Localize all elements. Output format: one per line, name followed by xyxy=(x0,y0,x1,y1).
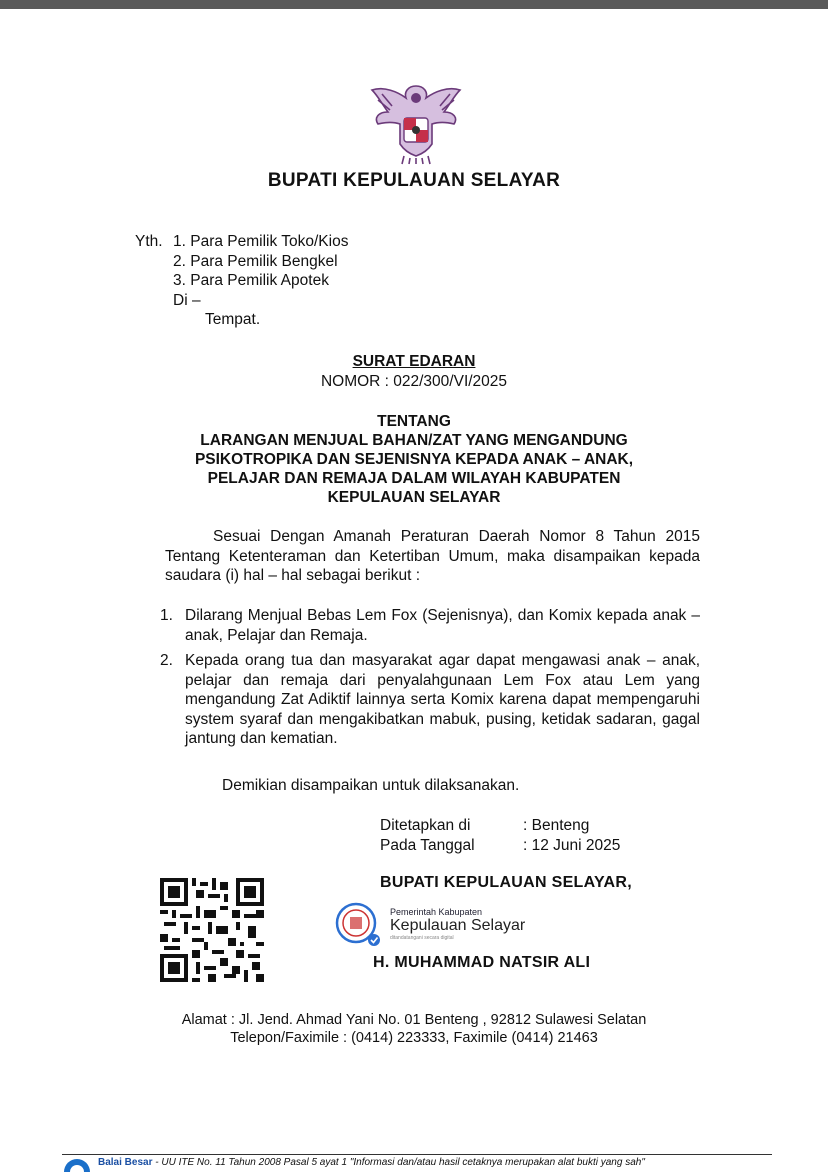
issue-place-label: Ditetapkan di xyxy=(380,817,471,834)
instruction-list xyxy=(160,606,700,751)
recipient-di: Di – xyxy=(173,291,201,309)
qr-code-icon xyxy=(160,878,264,982)
subject-line: KEPULAUAN SELAYAR xyxy=(327,489,501,506)
issue-date-row xyxy=(380,836,620,856)
subject-line: PELAJAR DAN REMAJA DALAM WILAYAH KABUPATEN xyxy=(207,470,621,487)
signer-name: H. MUHAMMAD NATSIR ALI xyxy=(373,954,591,971)
stamp-org-name: Kepulauan Selayar xyxy=(390,917,526,934)
address-line: Alamat : Jl. Jend. Ahmad Yani No. 01 Benteng , 92812 Sulawesi Selatan xyxy=(181,1012,647,1028)
issue-details xyxy=(380,816,620,855)
issue-place-row xyxy=(380,816,620,836)
circular-heading-text: SURAT EDARAN xyxy=(352,353,476,370)
recipient-item: 3. Para Pemilik Apotek xyxy=(173,272,329,289)
list-item-number: 2. xyxy=(160,652,173,669)
issue-date-label: Pada Tanggal xyxy=(380,836,475,854)
bsre-org: Balai Besar xyxy=(98,1157,153,1168)
bsre-disclaimer xyxy=(98,1157,645,1168)
issue-date-value: : 12 Juni 2025 xyxy=(523,836,621,854)
list-item xyxy=(160,606,700,645)
list-item-text: Dilarang Menjual Bebas Lem Fox (Sejenisnya), dan Komix kepada anak – anak, Pelajar dan Remaja. xyxy=(185,607,700,644)
office-address xyxy=(0,1011,828,1047)
subject-about: TENTANG xyxy=(377,413,451,430)
circular-heading xyxy=(0,352,828,372)
recipient-list xyxy=(173,232,348,330)
footer-divider xyxy=(62,1154,772,1155)
list-item-number: 1. xyxy=(160,607,173,624)
recipient-item: 1. Para Pemilik Toko/Kios xyxy=(173,233,349,250)
stamp-org-line: Pemerintah Kabupaten xyxy=(390,907,483,917)
closing-sentence: Demikian disampaikan untuk dilaksanakan. xyxy=(222,777,520,794)
circular-subject xyxy=(0,412,828,507)
garuda-emblem-icon xyxy=(362,78,470,166)
recipient-item: 2. Para Pemilik Bengkel xyxy=(173,252,338,270)
recipient-prefix: Yth. xyxy=(135,233,163,250)
document-title: BUPATI KEPULAUAN SELAYAR xyxy=(267,170,561,191)
stamp-note: ditandatangani secara digital xyxy=(390,935,454,941)
recipient-tempat: Tempat. xyxy=(205,311,261,328)
list-item-text: Kepada orang tua dan masyarakat agar dapat mengawasi anak – anak, pelajar dan remaja dari penyalahgunaan Lem Fox atau Lem yang mengandung Zat Adiktif lainnya serta Komix karena dapat mempengaruhi system syaraf dan mengakibatkan mabuk, pusing, ketidak sadaran, gagal jantung dan kematian. xyxy=(185,652,700,747)
signer-title: BUPATI KEPULAUAN SELAYAR, xyxy=(380,874,632,891)
circular-number: NOMOR : 022/300/VI/2025 xyxy=(320,373,508,390)
top-bar xyxy=(0,0,828,9)
list-item xyxy=(160,651,700,749)
subject-line: PSIKOTROPIKA DAN SEJENISNYA KEPADA ANAK – ANAK, xyxy=(194,451,634,468)
phone-line: Telepon/Faximile : (0414) 223333, Faximile (0414) 21463 xyxy=(230,1030,598,1046)
bsre-logo-icon xyxy=(62,1156,92,1172)
bsre-text: - UU ITE No. 11 Tahun 2008 Pasal 5 ayat 1 "Informasi dan/atau hasil cetaknya merupakan alat bukti yang sah" xyxy=(152,1157,645,1168)
subject-line: LARANGAN MENJUAL BAHAN/ZAT YANG MENGANDUNG xyxy=(200,432,628,449)
intro-paragraph: Sesuai Dengan Amanah Peraturan Daerah Nomor 8 Tahun 2015 Tentang Ketenteraman dan Ketertiban Umum, maka disampaikan kepada saudara (i) hal – hal sebagai berikut : xyxy=(165,528,700,584)
issue-place-value: : Benteng xyxy=(523,817,590,834)
